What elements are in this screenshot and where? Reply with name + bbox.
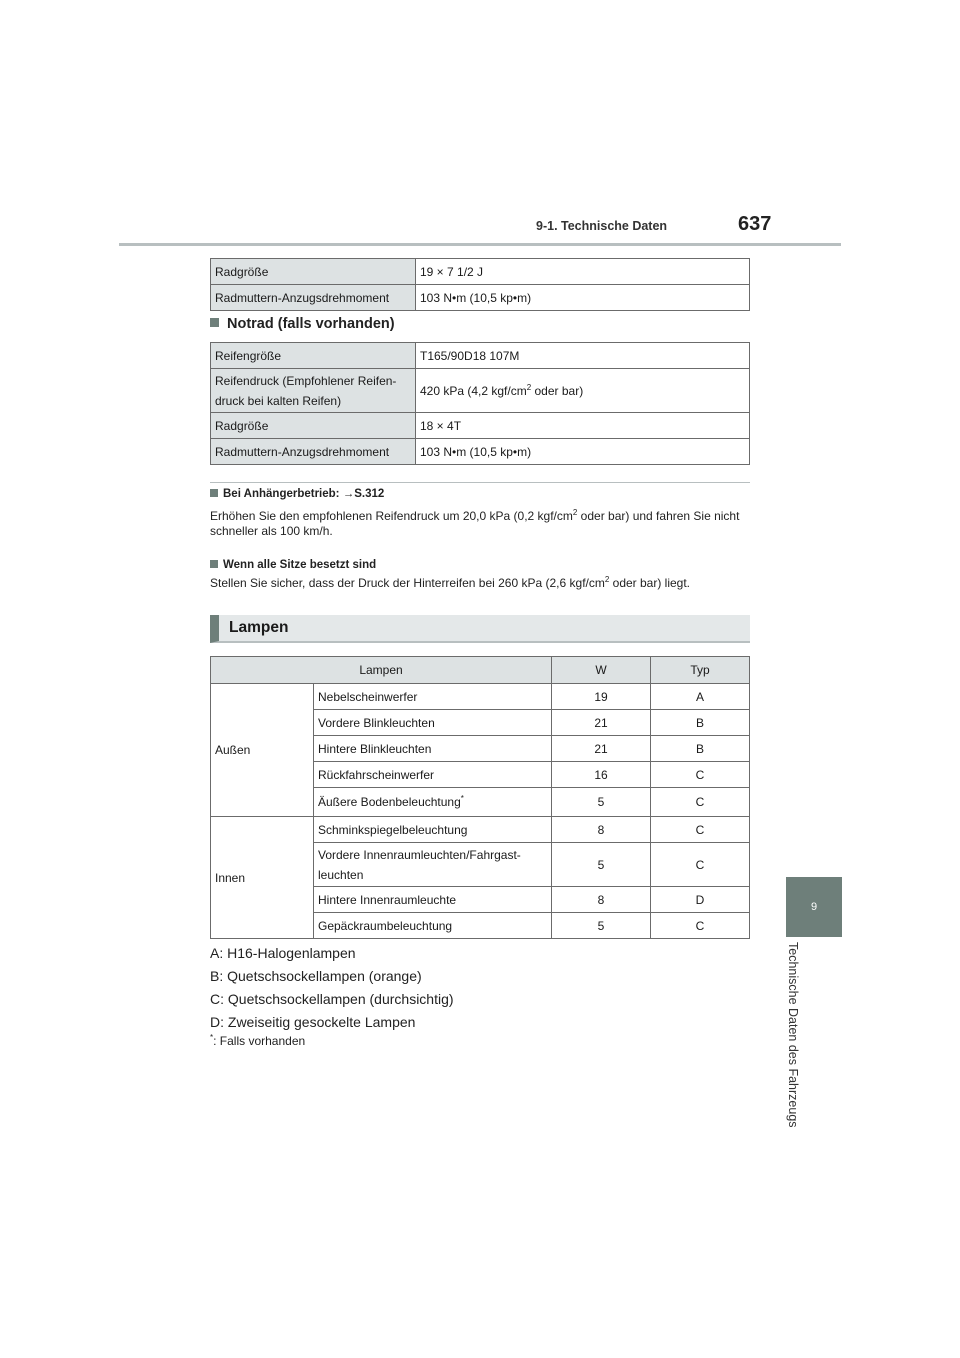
lamp-name: Gepäckraumbeleuchtung (314, 913, 552, 939)
trailer-note-title (210, 488, 384, 500)
note-text: oder bar) liegt. (609, 576, 691, 590)
lamp-watt: 5 (552, 843, 651, 887)
lamp-type: C (651, 843, 750, 887)
lamp-name (314, 788, 552, 817)
spec-value: T165/90D18 107M (416, 343, 750, 369)
lamp-watt: 5 (552, 913, 651, 939)
spec-label: Radgröße (211, 259, 416, 285)
value-text: 420 kPa (4,2 kgf/cm (420, 383, 527, 398)
footnote-text: : Falls vorhanden (213, 1034, 306, 1048)
footnote-mark: * (460, 794, 464, 803)
seats-note-text (210, 576, 755, 591)
lamp-group: Innen (211, 817, 314, 939)
lamp-table (210, 656, 750, 939)
bullet-square-icon (210, 318, 219, 327)
chapter-label (771, 942, 815, 1152)
note-text: oder bar) und fahren Sie nicht schneller als 100 km/h. (210, 509, 740, 538)
superscript: 2 (572, 508, 578, 517)
seats-note-title (210, 559, 376, 571)
spec-value: 19 × 7 1/2 J (416, 259, 750, 285)
section-title: 9-1. Technische Daten (536, 219, 668, 233)
table-row (211, 413, 750, 439)
table-header-row (211, 657, 750, 684)
lamp-type: B (651, 710, 750, 736)
footnote (210, 1034, 305, 1048)
spec-label-line: druck bei kalten Reifen) (215, 393, 342, 408)
lamp-type: C (651, 788, 750, 817)
lampen-section-heading (210, 615, 750, 643)
page-number: 637 (738, 213, 772, 235)
lamp-watt: 19 (552, 684, 651, 710)
lamp-name: Rückfahrscheinwerfer (314, 762, 552, 788)
column-header: Lampen (211, 657, 552, 684)
page-reference-link[interactable]: →S.312 (342, 488, 385, 500)
lamp-name: Schminkspiegelbeleuchtung (314, 817, 552, 843)
table-row (211, 259, 750, 285)
lamp-name: Vordere Blinkleuchten (314, 710, 552, 736)
table-row (211, 817, 750, 843)
legend-item: B: Quetschsockellampen (orange) (210, 968, 422, 984)
section-divider (210, 482, 750, 483)
lamp-type: B (651, 736, 750, 762)
wheel-spec-table (210, 258, 750, 311)
trailer-note-text (210, 509, 755, 539)
header-divider (119, 243, 841, 246)
spec-label (211, 369, 416, 413)
superscript: 2 (604, 575, 610, 584)
spec-label-line: Reifendruck (Empfohlener Reifen- (215, 373, 397, 388)
spec-value: 18 × 4T (416, 413, 750, 439)
bullet-square-icon (210, 560, 218, 568)
lamp-name: Nebelscheinwerfer (314, 684, 552, 710)
spare-wheel-heading (210, 316, 395, 332)
lamp-watt: 5 (552, 788, 651, 817)
note-text: Stellen Sie sicher, dass der Druck der Hinterreifen bei 260 kPa (2,6 kgf/cm (210, 576, 605, 590)
lamp-watt: 8 (552, 817, 651, 843)
spare-wheel-heading-text: Notrad (falls vorhanden) (227, 316, 395, 332)
chapter-label-text: Technische Daten des Fahrzeugs (786, 942, 800, 1128)
lamp-type: C (651, 762, 750, 788)
legend-item: A: H16-Halogenlampen (210, 945, 356, 961)
footnote-mark: * (210, 1033, 214, 1042)
lamp-type: A (651, 684, 750, 710)
chapter-number: 9 (810, 901, 818, 913)
spec-label: Radmuttern-Anzugsdrehmoment (211, 285, 416, 311)
lamp-type: D (651, 887, 750, 913)
column-header: Typ (651, 657, 750, 684)
lamp-group: Außen (211, 684, 314, 817)
spec-value: 103 N•m (10,5 kp•m) (416, 439, 750, 465)
lamp-type: C (651, 913, 750, 939)
lamp-name: Hintere Innenraumleuchte (314, 887, 552, 913)
lamp-name-line: leuchten (318, 867, 364, 882)
spec-label: Radmuttern-Anzugsdrehmoment (211, 439, 416, 465)
spare-wheel-table (210, 342, 750, 465)
table-row (211, 684, 750, 710)
value-text: oder bar) (531, 383, 584, 398)
lamp-name-text: Äußere Bodenbeleuchtung (318, 795, 461, 809)
note-text: Erhöhen Sie den empfohlenen Reifendruck um 20,0 kPa (0,2 kgf/cm (210, 509, 573, 523)
lamp-name-line: Vordere Innenraumleuchten/Fahrgast- (318, 847, 521, 862)
bullet-square-icon (210, 489, 218, 497)
table-row (211, 343, 750, 369)
spec-label: Radgröße (211, 413, 416, 439)
lamp-watt: 21 (552, 736, 651, 762)
lamp-name: Hintere Blinkleuchten (314, 736, 552, 762)
lamp-watt: 16 (552, 762, 651, 788)
table-row (211, 439, 750, 465)
spec-label: Reifengröße (211, 343, 416, 369)
lamp-name (314, 843, 552, 887)
table-row (211, 285, 750, 311)
lamp-watt: 8 (552, 887, 651, 913)
chapter-tab[interactable] (786, 877, 842, 937)
column-header: W (552, 657, 651, 684)
legend-item: D: Zweiseitig gesockelte Lampen (210, 1014, 416, 1030)
spec-value: 103 N•m (10,5 kp•m) (416, 285, 750, 311)
note-title-text: Bei Anhängerbetrieb: (223, 488, 343, 500)
lampen-heading-text: Lampen (229, 619, 289, 636)
table-row (211, 369, 750, 413)
spec-value (416, 369, 750, 413)
note-title-text: Wenn alle Sitze besetzt sind (223, 559, 377, 571)
lamp-type: C (651, 817, 750, 843)
lamp-watt: 21 (552, 710, 651, 736)
superscript: 2 (526, 382, 532, 392)
legend-item: C: Quetschsockellampen (durchsichtig) (210, 991, 454, 1007)
